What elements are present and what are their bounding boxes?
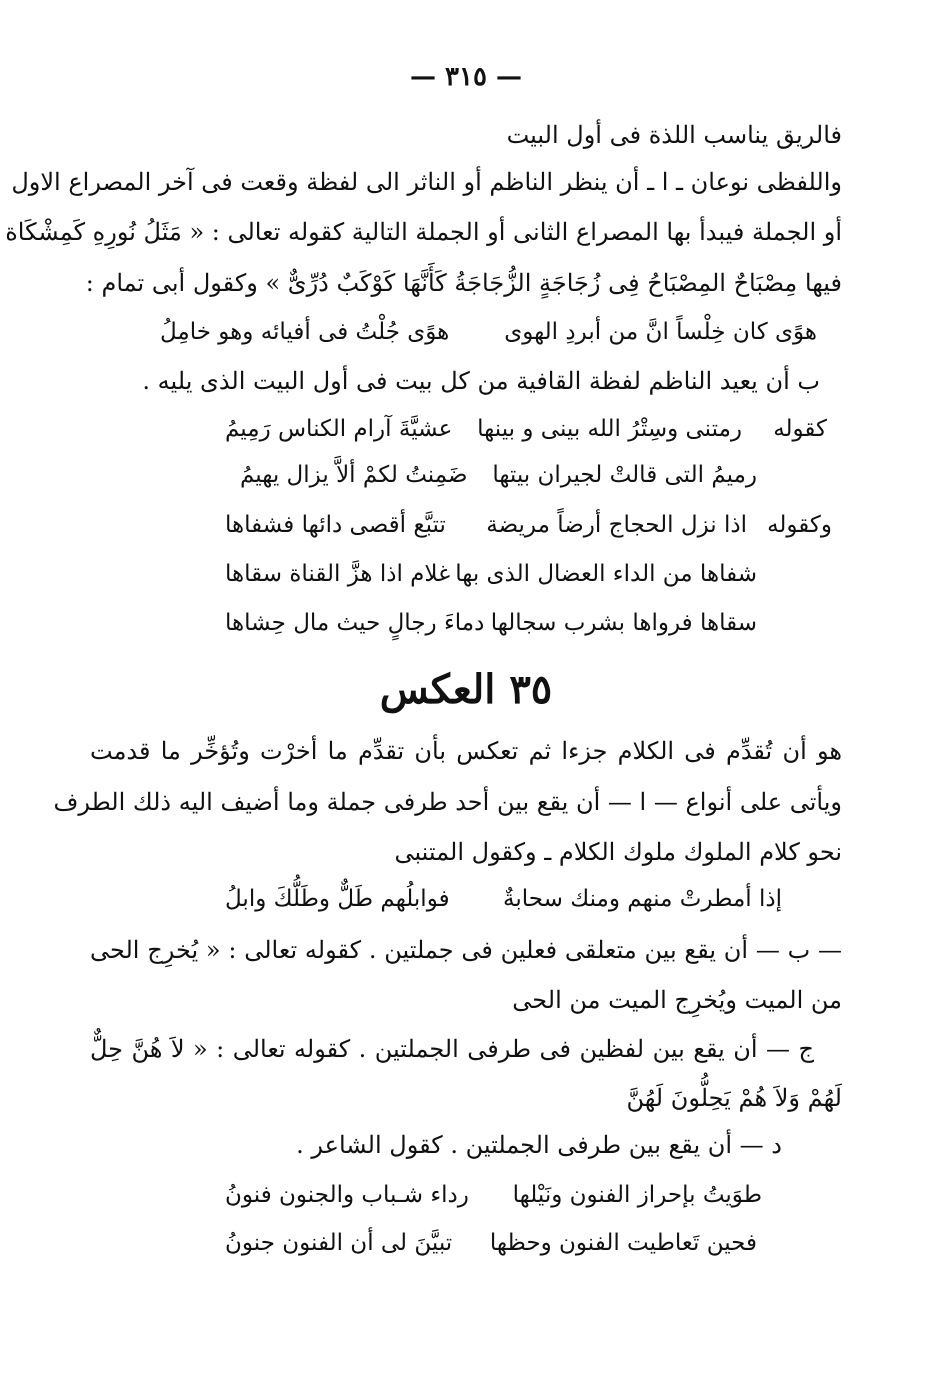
verse-hemistich: شفاها من الداء العضال الذى بها [455,561,757,587]
text-line: د — أن يقع بين طرفى الجملتين . كقول الشاعر . [296,1131,782,1159]
verse-hemistich: اذا نزل الحجاج أرضاً مريضة [486,512,747,538]
verse-label: وكقوله [767,512,832,538]
verse-hemistich: فوابلُهم طَلٌّ وطَلُّكَ وابلُ [225,886,450,912]
text-line: واللفظى نوعان ـ ا ـ أن ينظر الناظم أو الناثر الى لفظة وقعت فى آخر المصراع الاول [11,168,842,196]
text-line: — ب — أن يقع بين متعلقى فعلين فى جملتين . كقوله تعالى : « يُخرِج الحى [90,936,842,964]
text-line: ج — أن يقع بين لفظين فى طرفى الجملتين . كقوله تعالى : « لاَ هُنَّ حِلٌّ [90,1035,814,1063]
verse-hemistich: غلام اذا هزَّ القناة سقاها [225,561,451,587]
verse-hemistich: طوَيتُ بإحراز الفنون ونَيْلها [512,1182,762,1208]
page-number: — ٣١٥ — [409,62,523,92]
text-line: نحو كلام الملوك ملوك الكلام ـ وكقول المتنبى [394,838,842,866]
verse-hemistich: فحين تَعاطيت الفنون وحظها [489,1230,757,1256]
text-line: لَهُمْ وَلاَ هُمْ يَحِلُّونَ لَهُنَّ [626,1084,842,1112]
verse-hemistich: رمتنى وسِتْرُ الله بينى و بينها [477,416,742,442]
verse-hemistich: سقاها فرواها بشرب سجالها [490,610,757,636]
verse-hemistich: عشيَّةَ آرام الكناس رَمِيمُ [225,416,453,442]
verse-hemistich: ضَمِنتُ لكمْ ألاَّ يزال يهيمُ [240,462,468,488]
verse-hemistich: إذا أمطرتْ منهم ومنك سحابةٌ [503,886,782,912]
verse-hemistich: دماءَ رجالٍ حيث مال حِشاها [225,610,485,636]
verse-hemistich: تتبَّع أقصى دائها فشفاها [225,512,446,538]
section-heading: ٣٥ العكس [379,666,553,713]
text-line: أو الجملة فيبدأ بها المصراع الثانى أو الجملة التالية كقوله تعالى : « مَثَلُ نُورِهِ كَمِشْكَاة [5,218,842,246]
text-line: فيها مِصْبَاحٌ المِصْبَاحُ فِى زُجَاجَةٍ الزُّجَاجَةُ كَأَنَّهَا كَوْكَبٌ دُرِّىٌّ » وكقول أبى تمام : [85,269,842,297]
verse-hemistich: رداء شـباب والجنون فنونُ [225,1182,469,1208]
text-line: ب أن يعيد الناظم لفظة القافية من كل بيت فى أول البيت الذى يليه . [142,367,820,395]
text-line: فالريق يناسب اللذة فى أول البيت [506,121,842,149]
text-line: هو أن تُقدِّم فى الكلام جزءا ثم تعكس بأن تقدِّم ما أخرْت وتُؤخِّر ما قدمت [90,737,843,765]
verse-hemistich: تبيَّنَ لى أن الفنون جنونُ [225,1230,453,1256]
verse-label: كقوله [773,416,827,442]
text-line: من الميت ويُخرِج الميت من الحى [512,986,842,1014]
verse-hemistich: هوًى كان خِلْساً انَّ من أبردِ الهوى [504,319,817,345]
verse-hemistich: هوًى جُلْتُ فى أفيائه وهو خامِلُ [160,319,450,345]
text-line: ويأتى على أنواع — ا — أن يقع بين أحد طرفى جملة وما أضيف اليه ذلك الطرف [53,788,842,816]
verse-hemistich: رميمُ التى قالتْ لجيران بيتها [492,462,757,488]
